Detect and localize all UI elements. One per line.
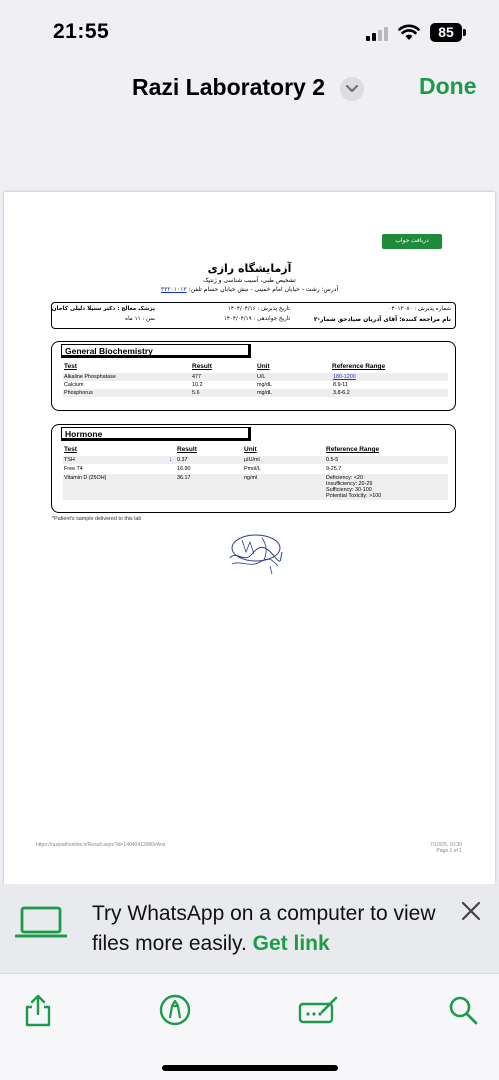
lab-subtitle: تشخیص طبی، آسیب شناسی و ژنتیک (203, 277, 296, 284)
signature-stamp (222, 530, 286, 576)
table-cell: μIU/ml (244, 457, 260, 463)
table-cell: U/L (257, 374, 266, 380)
table-cell: Calcium (64, 382, 84, 388)
col-test: Test (64, 446, 77, 453)
document-title[interactable]: Razi Laboratory 2 (132, 74, 325, 100)
whatsapp-banner (0, 884, 499, 973)
table-cell: 0.5-5 (326, 457, 339, 463)
battery-icon: 85 (430, 23, 462, 42)
get-link-button[interactable]: Get link (252, 932, 330, 955)
table-cell: 8.9-11 (333, 382, 348, 388)
cellular-signal-icon (366, 25, 390, 41)
page-number: Page 1 of 1 (436, 848, 462, 854)
table-cell: 477 (192, 374, 201, 380)
search-icon[interactable] (445, 992, 481, 1028)
col-result: Result (192, 363, 212, 370)
banner-message: Try WhatsApp on a computer to view files more easily. (92, 902, 436, 955)
reception-number: شماره پذیرش : ۰۴۰۱۳۰۸۰ (388, 306, 451, 312)
lab-address (4, 286, 495, 293)
get-result-button[interactable]: دریافت جواب (382, 234, 442, 249)
reception-date: تاریخ پذیرش : ۱۴۰۴/۰۴/۱۶ (227, 306, 290, 312)
phone-link[interactable]: ۳۳۲۰۱۰۱۳ (160, 286, 187, 293)
laptop-icon (15, 904, 67, 940)
markup-icon[interactable] (157, 992, 193, 1028)
table-cell: Free T4 (64, 466, 83, 472)
lab-name: آزمایشگاه رازی (207, 262, 292, 275)
signature-icon[interactable] (298, 992, 340, 1028)
hormone-section (51, 424, 456, 513)
title-menu-button[interactable] (340, 77, 364, 101)
table-cell: 16.90 (177, 466, 191, 472)
table-cell: Alkaline Phosphatase (64, 374, 116, 380)
reference-line: Insufficiency: 20-29 (326, 481, 373, 487)
wifi-icon (398, 23, 420, 41)
footer-url: https://razipathonline.ir/Result.aspx?id=14040413080#Ans (36, 842, 166, 848)
col-reference: Reference Range (326, 446, 380, 453)
patient-name: نام مراجعه کننده: آقای آدریان صیادحق شمار-۲ (313, 316, 451, 323)
table-cell: 0.37 (177, 457, 188, 463)
footer-date (384, 842, 462, 854)
status-time: 21:55 (53, 20, 110, 43)
table-cell: 5.6 (192, 390, 200, 396)
row-shade (63, 373, 448, 381)
col-test: Test (64, 363, 77, 370)
table-cell: mg/dL (257, 390, 272, 396)
reference-link[interactable]: 180-1200 (333, 374, 356, 380)
patient-info-box (51, 302, 456, 329)
table-cell: 36.17 (177, 475, 191, 481)
banner-text (92, 899, 442, 959)
table-cell: Vitamin D (25OH) (64, 475, 107, 481)
table-cell: TSH (64, 457, 75, 463)
table-cell: 10.2 (192, 382, 203, 388)
biochemistry-section (51, 341, 456, 411)
table-cell: Phosphorus (64, 390, 93, 396)
table-cell: 3.8-6.2 (333, 390, 350, 396)
close-icon[interactable] (460, 900, 482, 922)
print-date: 7/10/25, 10:30 (430, 842, 462, 848)
reference-line: Deficiency: <20 (326, 475, 364, 481)
col-reference: Reference Range (332, 363, 386, 370)
battery-nub (463, 29, 466, 36)
share-icon[interactable] (20, 992, 56, 1028)
address-text: آدرس: رشت - خیابان امام خمینی - نبش خیابان حسام تلفن: (186, 286, 339, 293)
sample-note: *Patient's sample delivered to this lab (52, 516, 142, 522)
done-button[interactable]: Done (419, 73, 477, 99)
status-bar (0, 0, 499, 66)
col-result: Result (177, 446, 197, 453)
table-cell: mg/dL (257, 382, 272, 388)
col-unit: Unit (244, 446, 257, 453)
doctor-name: پزشک معالج : دکتر ستیلا دلیلی کاجان (51, 306, 155, 312)
table-cell: ng/ml (244, 475, 258, 481)
section-title: Hormone (61, 427, 251, 441)
low-flag-icon: ↓ (169, 456, 173, 463)
chevron-down-icon (346, 85, 358, 93)
section-title: General Biochemistry (61, 344, 251, 358)
nav-bar (0, 66, 499, 116)
patient-age: سن : ۱۱ ماه (125, 316, 155, 322)
table-cell: Pmol/L (244, 466, 261, 472)
col-unit: Unit (257, 363, 270, 370)
reference-line: Sufficiency: 30-100 (326, 487, 372, 493)
reference-line: Potential Toxicity: >100 (326, 493, 382, 499)
answer-date: تاریخ جوابدهی : ۱۴۰۴/۰۴/۱۹ (223, 316, 290, 322)
home-indicator (162, 1065, 338, 1071)
document-page[interactable] (4, 192, 495, 884)
bottom-toolbar (0, 973, 499, 1080)
table-cell: 9-25.7 (326, 466, 342, 472)
row-shade (63, 389, 448, 397)
